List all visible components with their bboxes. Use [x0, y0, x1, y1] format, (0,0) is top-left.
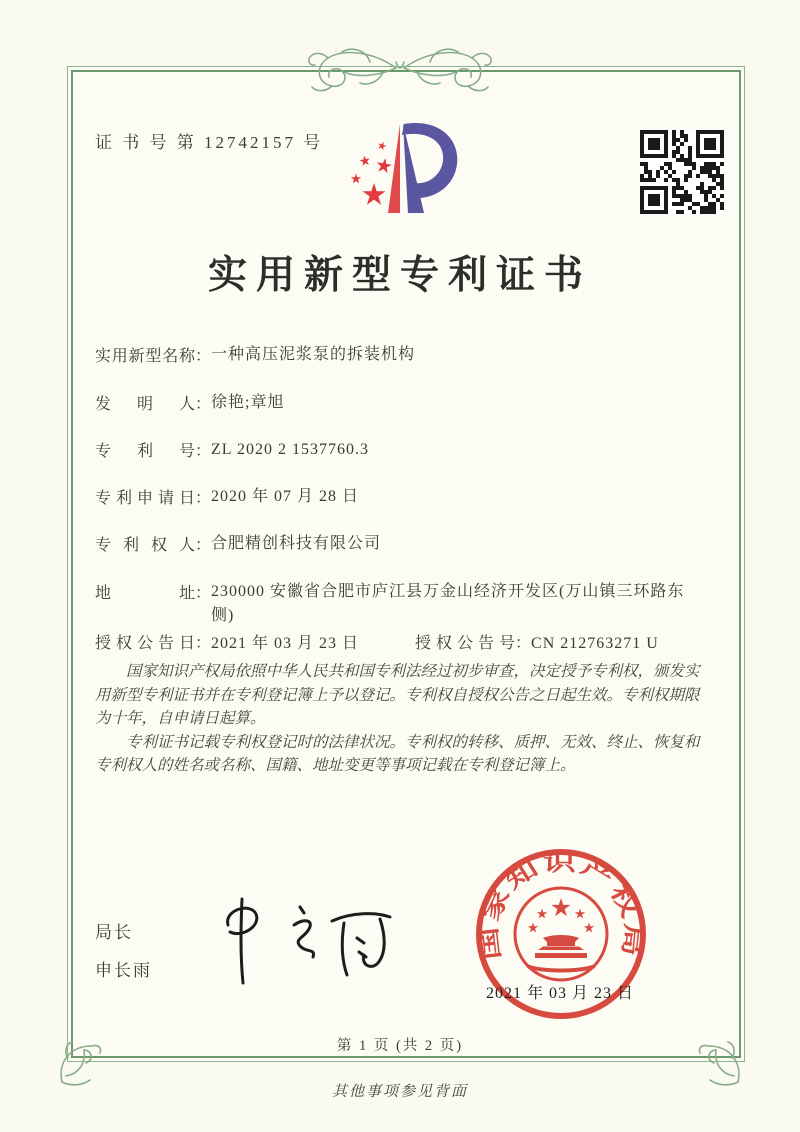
seal-national-emblem [527, 898, 595, 973]
field-row-patent-number [95, 438, 710, 462]
commissioner-signature [212, 893, 407, 988]
field-value-inventor: 徐艳;章旭 [211, 394, 285, 411]
legal-text [95, 660, 713, 778]
seal-date: 2021 年 03 月 23 日 [486, 985, 635, 1002]
logo-red-wedge [388, 124, 400, 213]
top-flourish-ornament [278, 40, 522, 96]
logo-purple-bar [403, 123, 424, 213]
field-colon: ： [195, 537, 212, 554]
cnipa-logo-icon [338, 116, 464, 230]
field-value-utility-name: 一种高压泥浆泵的拆装机构 [211, 346, 416, 363]
legal-paragraph-2: 专利证书记载专利权登记时的法律状况。专利权的转移、质押、无效、终止、恢复和专利权人的姓名或名称、国籍、地址变更等事项记载在专利登记簿上。 [95, 733, 700, 774]
field-label: 专利号 [95, 443, 195, 460]
qr-code-icon [640, 130, 724, 214]
field-row-utility-name [95, 343, 710, 367]
certificate-number: 证 书 号 第 12742157 号 [95, 133, 324, 152]
field-label: 地址 [95, 585, 195, 602]
field-colon: ： [195, 443, 212, 460]
field-colon: ： [195, 348, 212, 365]
back-side-note: 其他事项参见背面 [331, 1084, 468, 1100]
certificate-title: 实用新型专利证书 [207, 254, 592, 297]
field-label: 实用新型名称 [95, 348, 195, 365]
field-colon: ： [515, 635, 532, 652]
logo-stars [351, 142, 392, 205]
field-colon: ： [195, 396, 212, 413]
grant-row [95, 630, 745, 653]
grant-date-group [95, 635, 359, 652]
field-colon: ： [195, 490, 212, 507]
field-label: 专利权人 [95, 537, 195, 554]
commissioner-block [95, 918, 152, 994]
legal-paragraph-1: 国家知识产权局依照中华人民共和国专利法经过初步审查，决定授予专利权，颁发实用新型专利证书并在专利登记簿上予以登记。专利权自授权公告之日起生效。专利权期限为十年，自申请日起算。 [95, 663, 700, 727]
field-row-patentee [95, 532, 710, 556]
field-value-patent-number: ZL 2020 2 1537760.3 [211, 441, 369, 458]
field-value-address: 230000 安徽省合肥市庐江县万金山经济开发区(万山镇三环路东侧) [211, 583, 685, 624]
field-row-filing-date [95, 485, 710, 509]
field-colon: ： [195, 585, 212, 602]
grant-number-group [415, 635, 659, 652]
grant-date-value: 2021 年 03 月 23 日 [211, 635, 360, 652]
seal-ring-text: 国家知识产权局 [477, 850, 646, 962]
field-row-inventor [95, 391, 710, 415]
field-label: 发明人 [95, 396, 195, 413]
field-value-patentee: 合肥精创科技有限公司 [211, 535, 382, 552]
commissioner-title: 局长 [95, 923, 133, 942]
field-label: 授权公告日 [95, 635, 195, 652]
commissioner-name: 申长雨 [95, 961, 152, 980]
field-value-filing-date: 2020 年 07 月 28 日 [211, 488, 360, 505]
grant-number-value: CN 212763271 U [531, 635, 659, 652]
field-label: 授权公告号 [415, 635, 516, 652]
field-colon: ： [195, 635, 212, 652]
page-number: 第 1 页 (共 2 页) [336, 1038, 464, 1054]
field-row-address [95, 580, 710, 628]
field-label: 专利申请日 [95, 490, 195, 507]
